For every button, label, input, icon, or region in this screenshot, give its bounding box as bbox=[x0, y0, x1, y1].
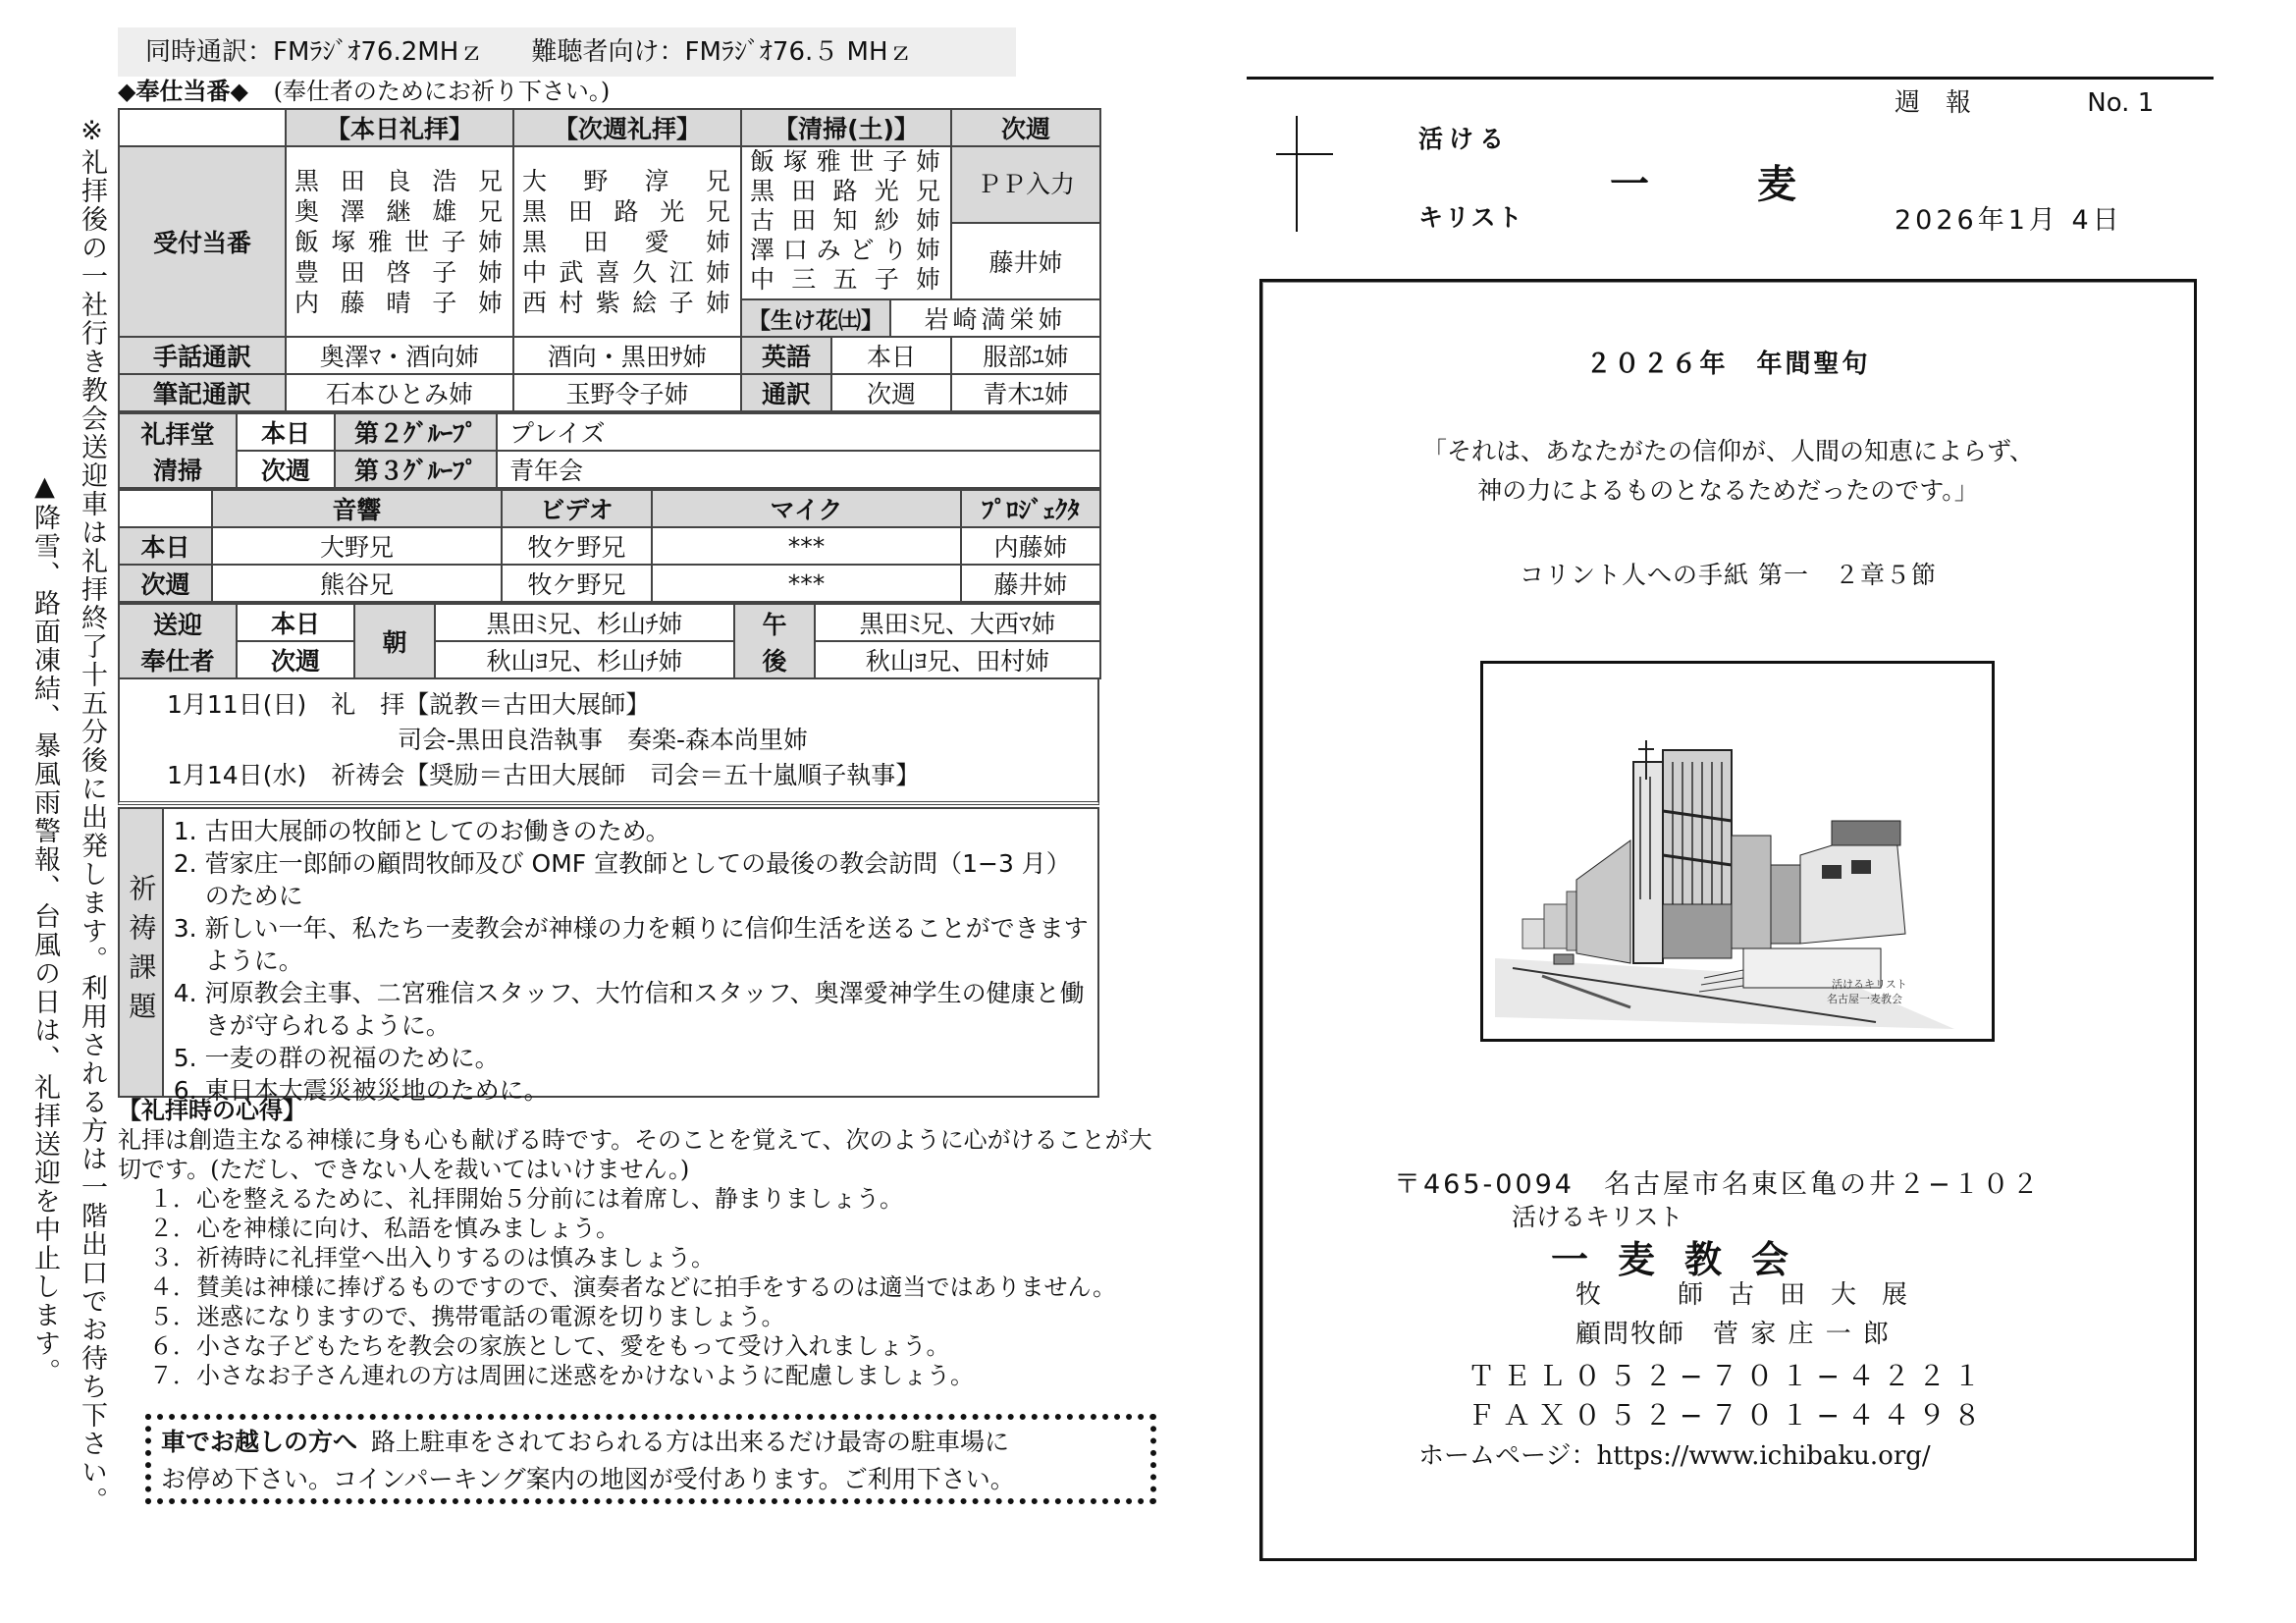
av-projector: 藤井姉 bbox=[961, 565, 1100, 602]
english-label-2: 通訳 bbox=[741, 374, 831, 411]
prayer-label-cell bbox=[120, 809, 164, 1096]
list-item: ４．賛美は神様に捧げるものですので、演奏者などに拍手をするのは適当ではありません。 bbox=[149, 1273, 1116, 1301]
church-building-icon bbox=[1483, 664, 1992, 1039]
list-item: 1. 古田大展師の牧師としてのお働きのため。 bbox=[173, 817, 670, 845]
name: 大野淳兄 bbox=[522, 166, 732, 195]
header-next-week: 【次週礼拝】 bbox=[513, 109, 741, 146]
list-item: ３．祈祷時に礼拝堂へ出入りするのは慎みましょう。 bbox=[149, 1244, 715, 1271]
bulletin-label: 週 報 bbox=[1895, 88, 1972, 118]
verse-text bbox=[1259, 432, 2197, 511]
english-today: 服部ﾕ姉 bbox=[951, 337, 1100, 374]
hearing-radio: 難聴者向け：FMﾗｼﾞｵ76.５ MHｚ bbox=[531, 37, 914, 67]
name: 黒田愛姉 bbox=[522, 227, 732, 256]
list-item: ７．小さなお子さん連れの方は周囲に迷惑をかけないように配慮しましょう。 bbox=[149, 1362, 974, 1389]
name: 飯塚雅世子姉 bbox=[294, 227, 505, 256]
afternoon-label-1: 午 bbox=[734, 604, 815, 641]
masthead-bottom: キリスト bbox=[1418, 203, 1524, 232]
english-today-label: 本日 bbox=[831, 337, 951, 374]
phone-number: ＴＥＬ０５２−７０１−４２２１ bbox=[1468, 1360, 1989, 1392]
duty-note: (奉仕者のためにお祈り下さい。) bbox=[273, 78, 611, 105]
av-mic: *** bbox=[652, 527, 961, 565]
cleaning-names bbox=[741, 146, 951, 299]
header-next: 次週 bbox=[951, 109, 1100, 146]
homepage bbox=[1418, 1435, 1931, 1472]
av-mic: *** bbox=[652, 565, 961, 602]
parking-heading: 車でお越しの方へ bbox=[161, 1428, 358, 1456]
sign-today: 奥澤ﾏ・酒向姉 bbox=[286, 337, 513, 374]
reception-label: 受付当番 bbox=[119, 146, 286, 337]
cross-icon-bar bbox=[1276, 153, 1333, 155]
table-row bbox=[119, 527, 1100, 565]
name: 西村紫絵子姉 bbox=[522, 288, 732, 317]
parking-line-1: 路上駐車をされておられる方は出来るだけ最寄の駐車場に bbox=[371, 1428, 1010, 1456]
name: 中武喜久江姉 bbox=[522, 257, 732, 287]
list-item: 2. 菅家庄一郎師の顧問牧師及び OMF 宣教師としての最後の教会訪問（1−3 月）のために bbox=[173, 849, 1071, 910]
clean-label-1: 礼拝堂 bbox=[119, 413, 237, 451]
name: 古田知紗姉 bbox=[750, 206, 942, 235]
top-rule bbox=[1247, 77, 2214, 80]
masthead-title: 一麦 bbox=[1610, 162, 1904, 207]
schedule-line-3: 1月14日(水) 祈祷会【奨励＝古田大展師 司会＝五十嵐順子執事】 bbox=[167, 761, 921, 789]
av-header-sound: 音響 bbox=[212, 490, 502, 527]
bulletin-number bbox=[1895, 82, 2154, 119]
clean-today-group: 第２ｸﾞﾙｰﾌﾟ bbox=[335, 413, 497, 451]
duty-title: ◆奉仕当番◆ bbox=[118, 78, 248, 105]
english-next-label: 次週 bbox=[831, 374, 951, 411]
av-table bbox=[118, 489, 1101, 603]
table-row bbox=[119, 565, 1100, 602]
header-cleaning: 【清掃(土)】 bbox=[741, 109, 951, 146]
homepage-label: ホームページ： bbox=[1418, 1441, 1597, 1471]
pickup-today-afternoon: 黒田ﾐ兄、大西ﾏ姉 bbox=[815, 604, 1100, 641]
fax-number: ＦＡＸ０５２−７０１−４４９８ bbox=[1468, 1399, 1989, 1432]
pickup-label-2: 奉仕者 bbox=[119, 641, 237, 678]
name: 飯塚雅世子姉 bbox=[750, 147, 942, 176]
prayer-list bbox=[164, 809, 1097, 1105]
av-sound: 熊谷兄 bbox=[212, 565, 502, 602]
english-next: 青木ﾕ姉 bbox=[951, 374, 1100, 411]
church-subtitle: 活けるキリスト bbox=[1512, 1203, 1683, 1231]
homepage-link[interactable]: https://www.ichibaku.org/ bbox=[1596, 1441, 1931, 1471]
name: 奥澤継雄兄 bbox=[294, 196, 505, 226]
prayer-label: 祈祷課題 bbox=[125, 874, 158, 1031]
next-week-names bbox=[513, 146, 741, 337]
etiquette-intro: 礼拝は創造主なる神様に身も心も献げる時です。そのことを覚えて、次のように心がけることが大切です。(ただし、できない人を裁いてはいけません。) bbox=[118, 1126, 1152, 1183]
worship-etiquette bbox=[118, 1096, 1158, 1390]
list-item: ５．迷惑になりますので、携帯電話の電源を切りましょう。 bbox=[149, 1303, 785, 1330]
etiquette-heading: 【礼拝時の心得】 bbox=[118, 1097, 306, 1124]
av-corner bbox=[119, 490, 212, 527]
av-header-mic: マイク bbox=[652, 490, 961, 527]
pickup-next-label: 次週 bbox=[237, 641, 354, 678]
interpretation-table bbox=[118, 336, 1101, 412]
pickup-next-afternoon: 秋山ﾖ兄、田村姉 bbox=[815, 641, 1100, 678]
illustration-caption: 活けるキリスト bbox=[1832, 978, 1907, 991]
today-names bbox=[286, 146, 513, 337]
clean-label-2: 清掃 bbox=[119, 451, 237, 488]
pickup-table bbox=[118, 603, 1101, 679]
morning-label: 朝 bbox=[354, 604, 435, 678]
name: 黒田路光兄 bbox=[522, 196, 732, 226]
pp-input-label: ＰＰ入力 bbox=[951, 146, 1100, 223]
notes-today: 石本ひとみ姉 bbox=[286, 374, 513, 411]
notes-next: 玉野令子姉 bbox=[513, 374, 741, 411]
list-item: １．心を整えるために、礼拝開始５分前には着席し、静まりましょう。 bbox=[149, 1185, 903, 1213]
radio-info-bar bbox=[118, 27, 1016, 77]
schedule-line-1: 1月11日(日) 礼 拝【説教＝古田大展師】 bbox=[167, 690, 651, 719]
av-video: 牧ケ野兄 bbox=[502, 565, 652, 602]
clean-next-name: 青年会 bbox=[497, 451, 1100, 488]
name: 内藤晴子姉 bbox=[294, 288, 505, 317]
etiquette-list bbox=[118, 1184, 1158, 1390]
reception-table bbox=[118, 108, 1101, 338]
prayer-requests bbox=[118, 807, 1099, 1105]
list-item: 6. 東日本大震災被災地のために。 bbox=[173, 1076, 549, 1105]
name: 中三五子姉 bbox=[750, 265, 942, 294]
list-item: 4. 河原教会主事、二宮雅信スタッフ、大竹信和スタッフ、奥澤愛神学生の健康と働きが守られるように。 bbox=[173, 979, 1085, 1040]
list-item: ２．心を神様に向け、私語を慎みましょう。 bbox=[149, 1215, 620, 1242]
list-item: 5. 一麦の群の祝福のために。 bbox=[173, 1044, 500, 1072]
church-address: 〒465-0094 名古屋市名東区亀の井２−１０２ bbox=[1394, 1169, 2042, 1200]
name: 豊田啓子姉 bbox=[294, 257, 505, 287]
english-label-1: 英語 bbox=[741, 337, 831, 374]
clean-next-label: 次週 bbox=[237, 451, 335, 488]
verse-line-1: 「それは、あなたがたの信仰が、人間の知恵によらず、 bbox=[1421, 437, 2034, 465]
av-video: 牧ケ野兄 bbox=[502, 527, 652, 565]
svg-text:名古屋一麦教会: 名古屋一麦教会 bbox=[1827, 993, 1902, 1005]
schedule-line-2: 司会-黒田良浩執事 奏楽-森本尚里姉 bbox=[398, 726, 809, 754]
av-row-label: 次週 bbox=[119, 565, 212, 602]
pickup-today-label: 本日 bbox=[237, 604, 354, 641]
av-header-video: ビデオ bbox=[502, 490, 652, 527]
verse-reference: コリント人への手紙 第一 ２章５節 bbox=[1520, 561, 1937, 589]
pp-input-name: 藤井姉 bbox=[951, 223, 1100, 299]
corner-cell bbox=[119, 109, 286, 146]
advisor-pastor: 顧問牧師 菅 家 庄 一 郎 bbox=[1575, 1320, 1892, 1349]
name: 黒田良浩兄 bbox=[294, 166, 505, 195]
church-illustration bbox=[1480, 661, 1995, 1042]
header-today: 【本日礼拝】 bbox=[286, 109, 513, 146]
pickup-next-morning: 秋山ﾖ兄、杉山ﾁ姉 bbox=[435, 641, 734, 678]
issue-number: No. 1 bbox=[2087, 88, 2155, 118]
sign-label: 手話通訳 bbox=[119, 337, 286, 374]
issue-date: 2026年1月 4日 bbox=[1895, 205, 2123, 236]
weather-note: ▲降雪、路面凍結、暴風雨警報、台風の日は、礼拝送迎を中止します。 bbox=[29, 471, 60, 1386]
av-header-projector: ﾌﾟﾛｼﾞｪｸﾀ bbox=[961, 490, 1100, 527]
sign-next: 酒向・黒田ｻ姉 bbox=[513, 337, 741, 374]
pastor: 牧 師古田大展 bbox=[1575, 1280, 1934, 1310]
clean-today-label: 本日 bbox=[237, 413, 335, 451]
afternoon-label-2: 後 bbox=[734, 641, 815, 678]
flowers-name: 岩崎満栄姉 bbox=[890, 299, 1100, 337]
simultaneous-radio: 同時通訳：FMﾗｼﾞｵ76.2MHｚ bbox=[145, 37, 485, 67]
duty-heading bbox=[118, 75, 610, 108]
pickup-label-1: 送迎 bbox=[119, 604, 237, 641]
masthead-top: 活ける bbox=[1418, 125, 1511, 153]
cross-icon bbox=[1296, 116, 1298, 232]
sanctuary-cleaning-table bbox=[118, 412, 1101, 489]
parking-notice bbox=[145, 1414, 1156, 1504]
verse-line-2: 神の力によるものとなるためだったのです。」 bbox=[1477, 476, 1979, 505]
list-item: ６．小さな子どもたちを教会の家族として、愛をもって受け入れましょう。 bbox=[149, 1332, 950, 1360]
name: 澤口みどり姉 bbox=[750, 236, 942, 264]
flowers-label: 【生け花㈯】 bbox=[741, 299, 890, 337]
name: 黒田路光兄 bbox=[750, 177, 942, 205]
av-sound: 大野兄 bbox=[212, 527, 502, 565]
av-row-label: 本日 bbox=[119, 527, 212, 565]
notes-label: 筆記通訳 bbox=[119, 374, 286, 411]
shuttle-note: ※礼拝後の一社行き教会送迎車は礼拝終了十五分後に出発します。利用される方は一階出口でお待ち下さい。 bbox=[77, 116, 107, 1515]
list-item: 3. 新しい一年、私たち一麦教会が神様の力を頼りに信仰生活を送ることができますように。 bbox=[173, 914, 1089, 975]
clean-today-name: プレイズ bbox=[497, 413, 1100, 451]
verse-title: ２０２６年 年間聖句 bbox=[1585, 350, 1871, 379]
clean-next-group: 第３ｸﾞﾙｰﾌﾟ bbox=[335, 451, 497, 488]
parking-line-2: お停め下さい。コインパーキング案内の地図が受付あります。ご利用下さい。 bbox=[161, 1465, 1015, 1493]
av-projector: 内藤姉 bbox=[961, 527, 1100, 565]
church-name: 一麦教会 bbox=[1551, 1238, 1819, 1281]
pickup-today-morning: 黒田ﾐ兄、杉山ﾁ姉 bbox=[435, 604, 734, 641]
schedule-box bbox=[118, 677, 1099, 805]
